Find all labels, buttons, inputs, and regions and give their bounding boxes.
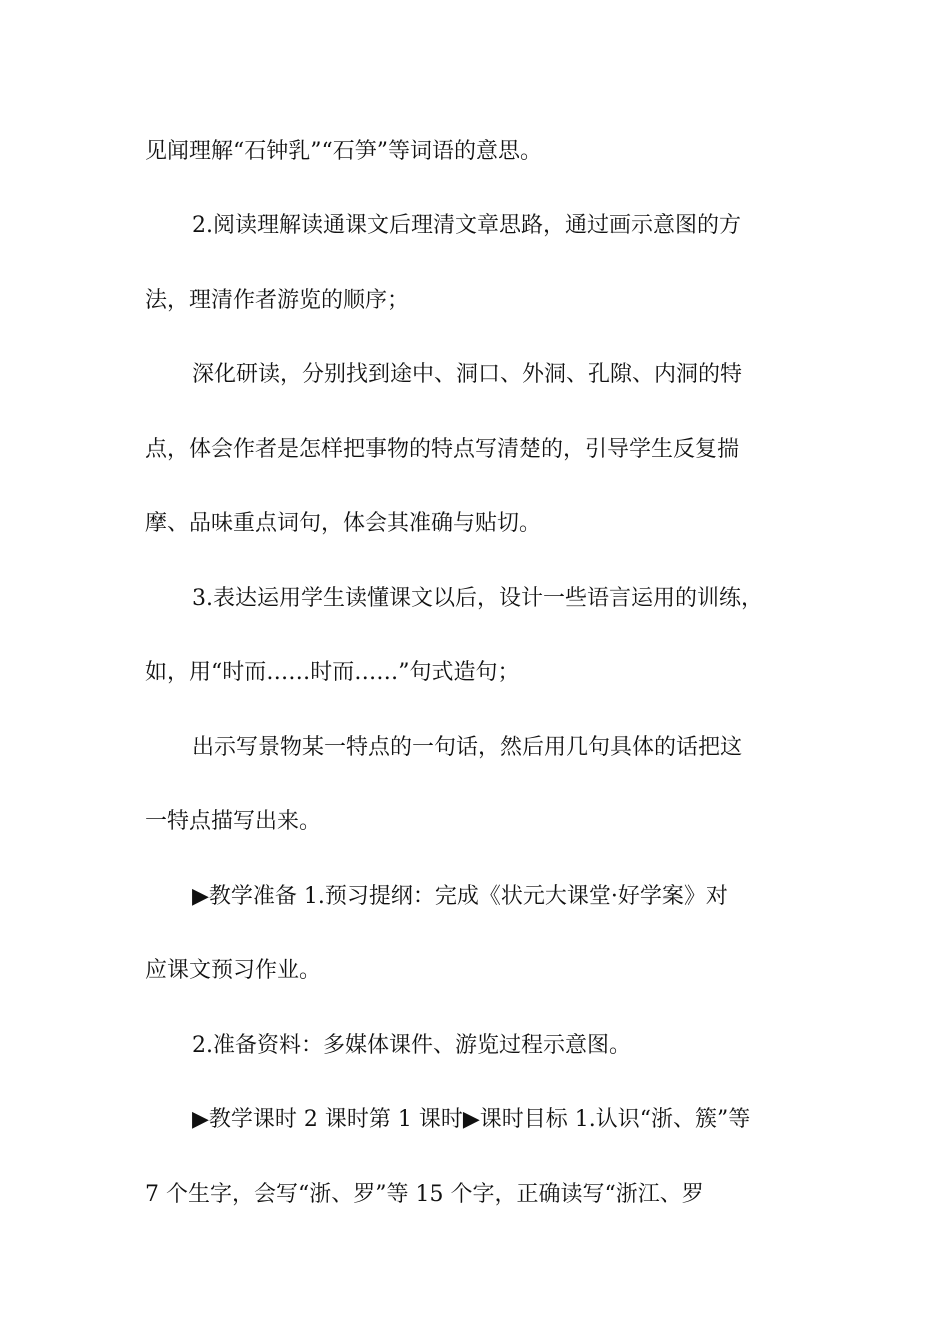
- text-line-9: 出示写景物某一特点的一句话，然后用几句具体的话把这: [192, 735, 743, 760]
- text-line-15: 7 个生字，会写“浙、罗”等 15 个字，正确读写“浙江、罗: [145, 1182, 704, 1207]
- text-line-11: ▶教学准备 1.预习提纲：完成《状元大课堂·好学案》对: [192, 884, 728, 909]
- text-line-12: 应课文预习作业。: [145, 958, 322, 983]
- text-line-3: 法，理清作者游览的顺序；: [145, 288, 410, 313]
- text-line-4: 深化研读，分别找到途中、洞口、外洞、孔隙、内洞的特: [192, 362, 743, 387]
- text-line-7: 3.表达运用学生读懂课文以后，设计一些语言运用的训练，: [192, 586, 763, 611]
- text-line-8: 如，用“时而……时而……”句式造句；: [145, 660, 520, 685]
- text-line-6: 摩、品味重点词句，体会其准确与贴切。: [145, 511, 542, 536]
- text-line-1: 见闻理解“石钟乳”“石笋”等词语的意思。: [145, 139, 542, 164]
- text-line-10: 一特点描写出来。: [145, 809, 322, 834]
- text-line-5: 点，体会作者是怎样把事物的特点写清楚的，引导学生反复揣: [145, 437, 740, 462]
- text-line-13: 2.准备资料：多媒体课件、游览过程示意图。: [192, 1033, 631, 1058]
- text-line-2: 2.阅读理解读通课文后理清文章思路，通过画示意图的方: [192, 213, 741, 238]
- text-line-14: ▶教学课时 2 课时第 1 课时▶课时目标 1.认识“浙、簇”等: [192, 1107, 751, 1132]
